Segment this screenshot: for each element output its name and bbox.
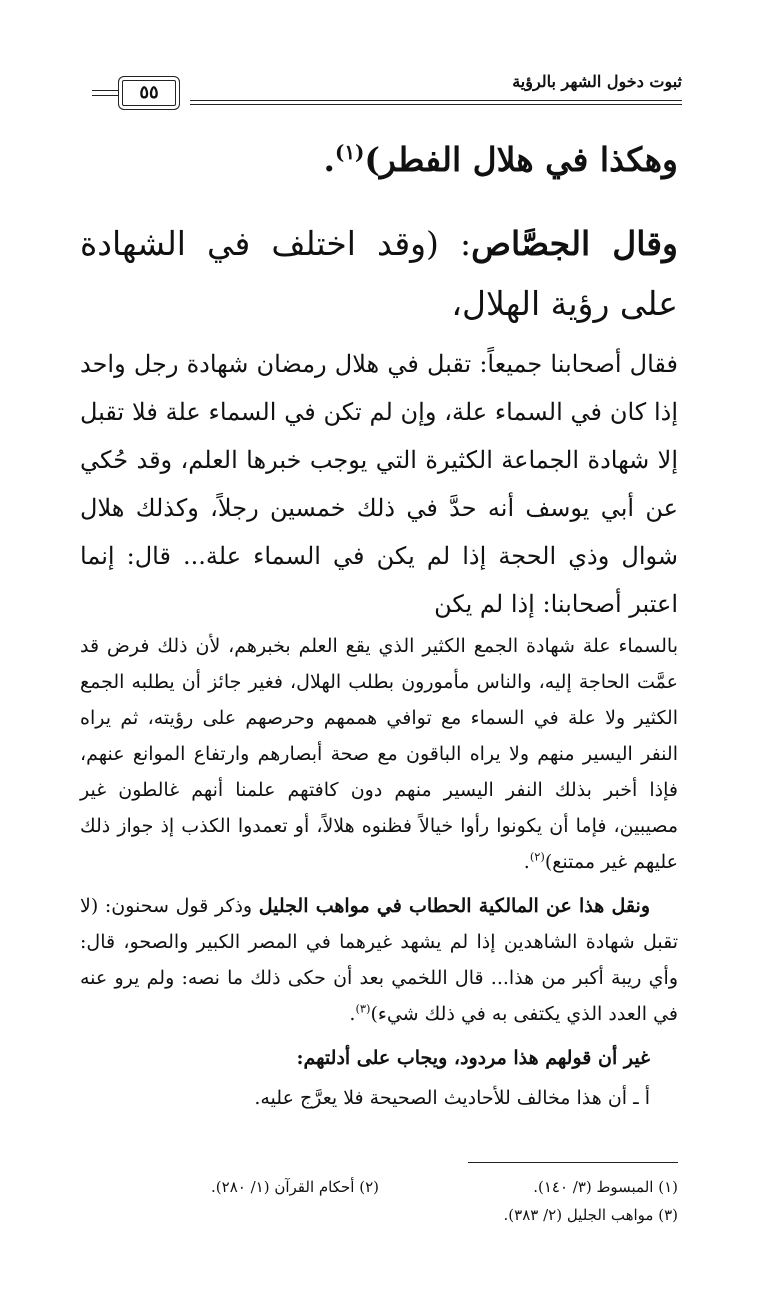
rebuttal-heading: غير أن قولهم هذا مردود، ويجاب على أدلتهم:: [296, 1047, 650, 1069]
jassas-quote-start: : (وقد اختلف في الشهادة على رؤية الهلال،: [80, 224, 678, 323]
opening-line: [80, 130, 678, 190]
maliki-paragraph: [80, 888, 678, 1032]
quote-continued-text: بالسماء علة شهادة الجمع الكثير الذي يقع العلم بخبرهم، لأن ذلك فرض قد عمَّت الحاجة إليه، والناس مأمورون بطلب الهلال، فغير جائز أن يطلبه الجمع الكثير ولا علة في السماء مع توافي هممهم وحرصهم على رؤيته، ثم يراه النفر اليسير منهم ولا يراه الباقون مع صحة أبصارهم وارتفاع الموانع عنهم، فإذا أخبر بذلك النفر اليسير منهم دون كافتهم علمنا أنهم غالطون غير مصيبين، فإما أن يكونوا رأوا خيالاً فظنوه هلالاً، أو تعمدوا الكذب إذ جواز ذلك عليهم غير ممتنع): [80, 635, 678, 873]
footnote-ref-3: (٣): [355, 1001, 371, 1016]
footnote-ref-2: (٢): [529, 849, 545, 864]
header-rule: [190, 100, 682, 101]
opening-line-end: .: [323, 140, 335, 179]
footnote-2: (٢) أحكام القرآن (١/ ٢٨٠).: [211, 1178, 379, 1196]
footnote-ref-1: (١): [334, 140, 365, 164]
opening-line-text: وهكذا في هلال الفطر): [364, 140, 678, 179]
quote-continued-end: .: [523, 851, 530, 873]
page-header: [0, 60, 762, 130]
quote-paragraph-continued: [80, 628, 678, 880]
rebuttal-point-a: أ ـ أن هذا مخالف للأحاديث الصحيحة فلا يعرَّج عليه.: [254, 1087, 650, 1109]
running-title: ثبوت دخول الشهر بالرؤية: [512, 72, 682, 91]
footnotes: [80, 1162, 678, 1229]
maliki-lead: ونقل هذا عن المالكية الحطاب في مواهب الجليل: [258, 895, 650, 917]
jassas-heading-line: [80, 214, 678, 334]
jassas-name: وقال الجصَّاص: [471, 224, 678, 263]
page-number-left-rule: [92, 90, 118, 91]
page-number-left-rule-2: [92, 95, 118, 96]
header-rule-thin: [190, 104, 682, 105]
maliki-end: .: [349, 1003, 356, 1025]
footnote-1: (١) المبسوط (٣/ ١٤٠).: [533, 1178, 678, 1196]
footnote-row-1: [80, 1173, 678, 1201]
footnote-3: (٣) مواهب الجليل (٢/ ٣٨٣).: [503, 1206, 678, 1224]
maliki-text: وذكر قول سحنون: (لا تقبل شهادة الشاهدين إذا لم يشهد غيرهما في المصر الكبير والصحو، قال: وأي ريبة أكبر من هذا... قال اللخمي بعد أن حكى ذلك ما نصه: ولم يرو عنه في العدد الذي يكتفى به في ذلك شيء): [80, 895, 678, 1025]
main-text: [80, 130, 678, 1116]
footnote-row-2: [80, 1201, 678, 1229]
footnote-rule: [468, 1162, 678, 1163]
quote-paragraph-large: فقال أصحابنا جميعاً: تقبل في هلال رمضان شهادة رجل واحد إذا كان في السماء علة، وإن لم تكن في السماء علة فلا تقبل إلا شهادة الجماعة الكثيرة التي يوجب خبرها العلم، وقد حُكي عن أبي يوسف أنه حدَّ في ذلك خمسين رجلاً، وكذلك هلال شوال وذي الحجة إذا لم يكن في السماء علة... قال: إنما اعتبر أصحابنا: إذا لم يكن: [80, 350, 678, 618]
page-number: ٥٥: [118, 76, 180, 110]
